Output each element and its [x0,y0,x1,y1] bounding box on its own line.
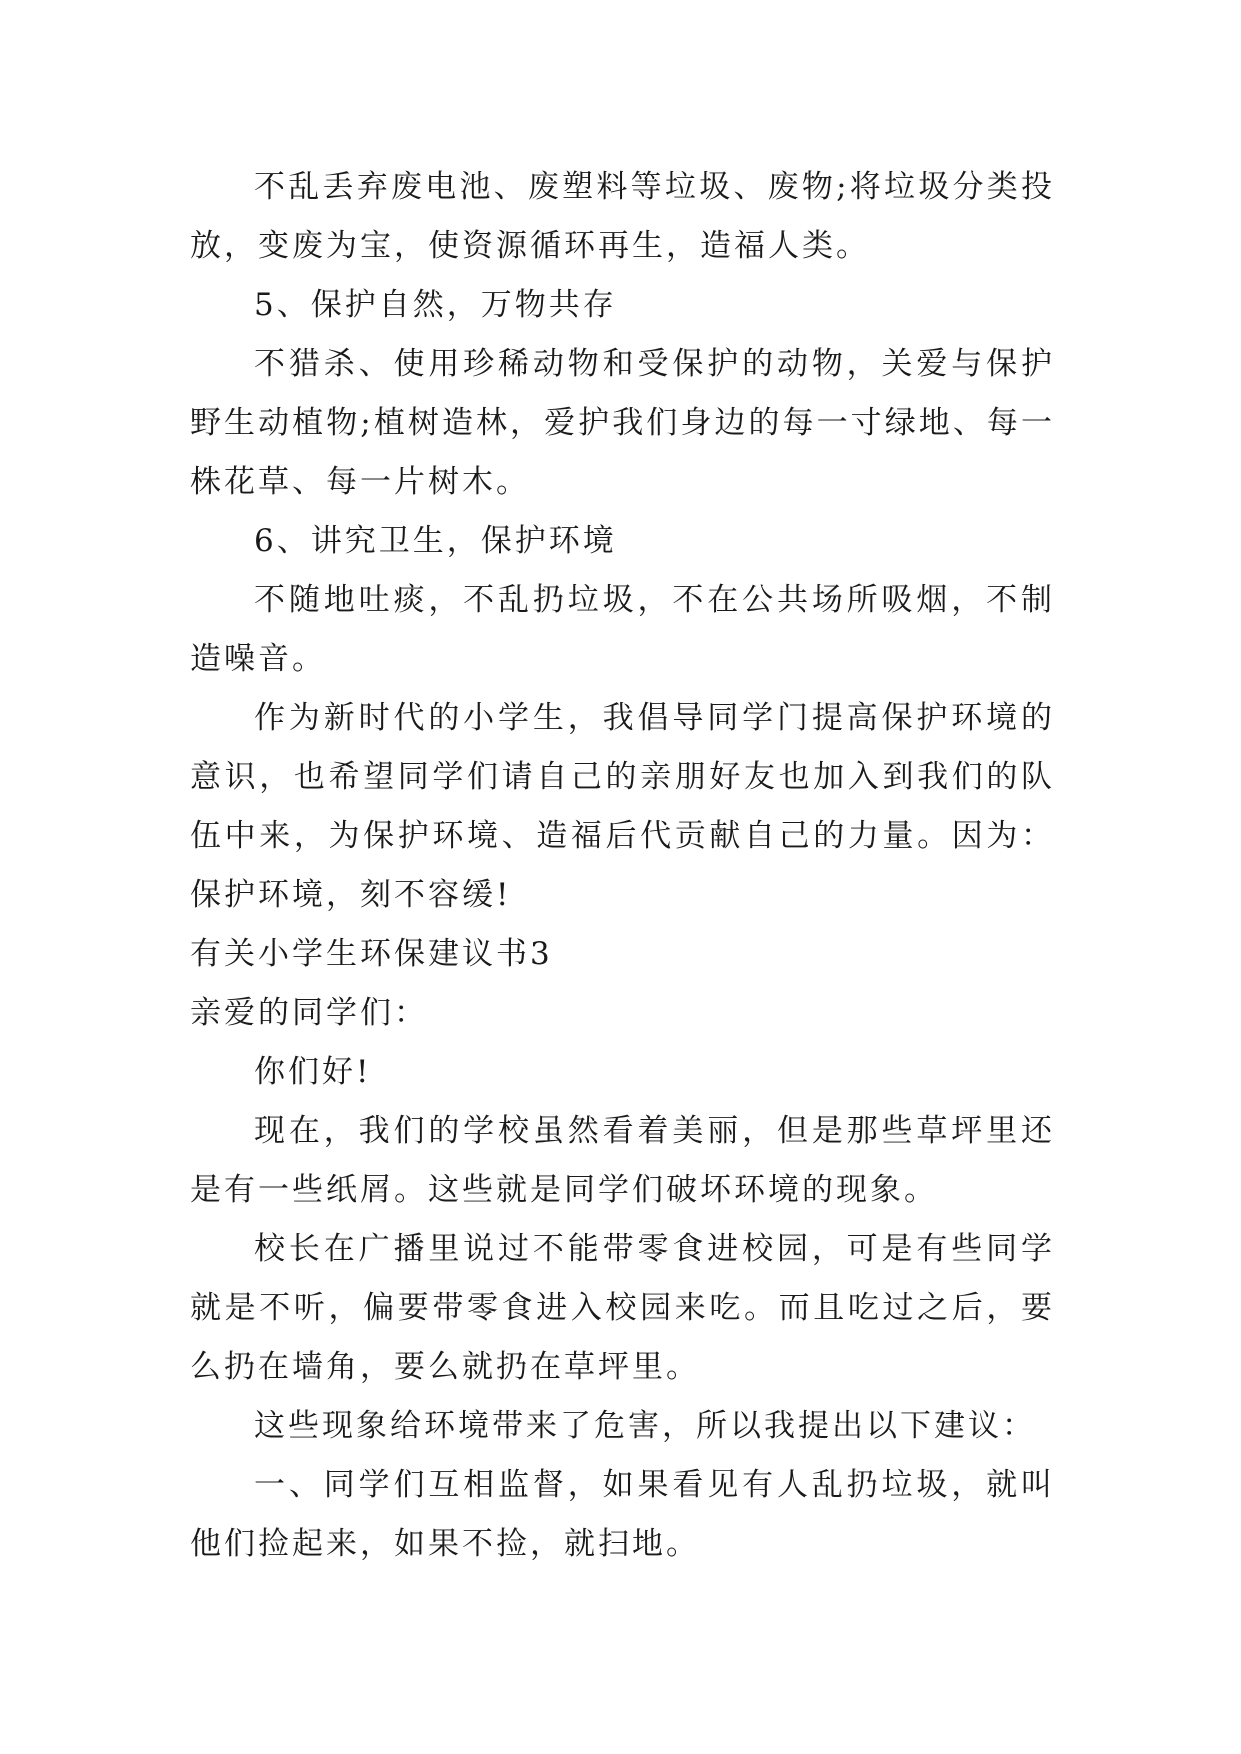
paragraph-nature-body: 不猎杀、使用珍稀动物和受保护的动物，关爱与保护野生动植物;植树造林，爱护我们身边的每一寸绿地、每一株花草、每一片树木。 [190,346,1055,500]
paragraph-suggestions-intro: 这些现象给环境带来了危害，所以我提出以下建议： [254,1408,1036,1444]
paragraph-snacks: 校长在广播里说过不能带零食进校园，可是有些同学就是不听，偏要带零食进入校园来吃。而且吃过之后，要么扔在墙角，要么就扔在草坪里。 [190,1231,1055,1385]
greeting: 你们好! [254,1054,372,1090]
document-page [190,158,1055,1574]
paragraph-call-to-action: 作为新时代的小学生，我倡导同学门提高保护环境的意识，也希望同学们请自己的亲朋好友也加入到我们的队伍中来，为保护环境、造福后代贡献自己的力量。因为：保护环境，刻不容缓! [190,700,1055,913]
paragraph-school-litter: 现在，我们的学校虽然看着美丽，但是那些草坪里还是有一些纸屑。这些就是同学们破坏环境的现象。 [190,1113,1055,1208]
paragraph-suggestion-one: 一、同学们互相监督，如果看见有人乱扔垃圾，就叫他们捡起来，如果不捡，就扫地。 [190,1467,1055,1562]
heading-protect-nature: 5、保护自然，万物共存 [254,287,617,323]
paragraph-hygiene-body: 不随地吐痰，不乱扔垃圾，不在公共场所吸烟，不制造噪音。 [190,582,1055,677]
salutation: 亲爱的同学们： [190,995,428,1031]
paragraph-recycling-body: 不乱丢弃废电池、废塑料等垃圾、废物;将垃圾分类投放，变废为宝，使资源循环再生，造福人类。 [190,169,1055,264]
section-title: 有关小学生环保建议书3 [190,936,553,972]
heading-hygiene: 6、讲究卫生，保护环境 [254,523,617,559]
